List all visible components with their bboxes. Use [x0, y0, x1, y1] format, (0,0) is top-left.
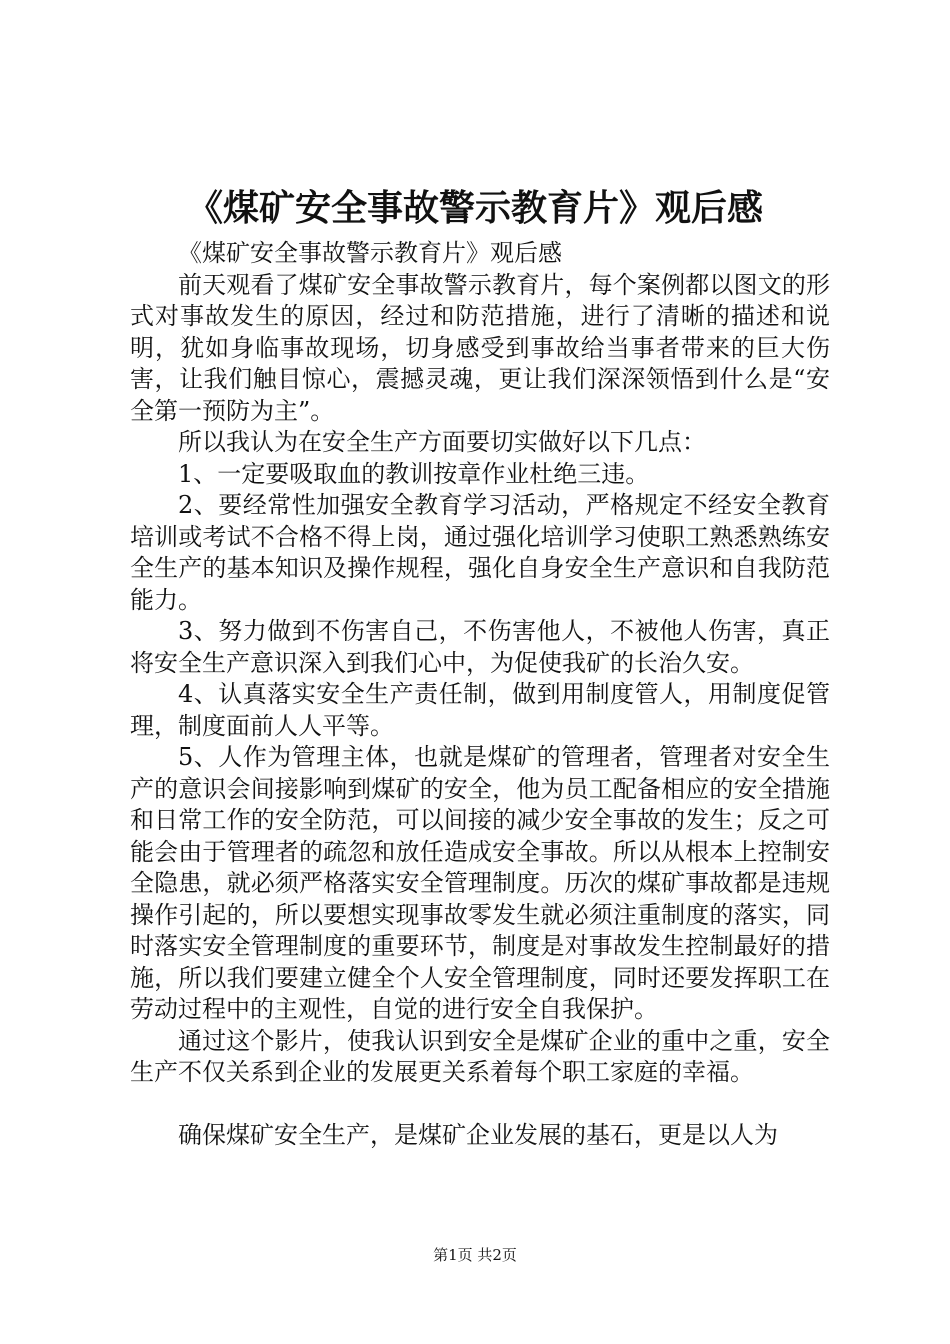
page-number-footer: 第1页 共2页: [433, 1246, 517, 1264]
paragraph-points-lead: 所以我认为在安全生产方面要切实做好以下几点：: [178, 428, 706, 456]
document-body: [130, 238, 830, 1151]
document-title: 《煤矿安全事故警示教育片》观后感: [186, 187, 763, 229]
paragraph-subtitle: 《煤矿安全事故警示教育片》观后感: [178, 239, 562, 267]
paragraph-point-1: 1、一定要吸取血的教训按章作业杜绝三违。: [178, 459, 650, 488]
paragraph-point-4: 4、认真落实安全生产责任制，做到用制度管人，用制度促管理，制度面前人人平等。: [130, 680, 830, 740]
paragraph-point-2: 2、要经常性加强安全教育学习活动，严格规定不经安全教育培训或考试不合格不得上岗，通过强化培训学习使职工熟悉熟练安全生产的基本知识及操作规程，强化自身安全生产意识和自我防范能力。: [130, 491, 830, 614]
paragraph-point-3: 3、努力做到不伤害自己，不伤害他人，不被他人伤害，真正将安全生产意识深入到我们心中，为促使我矿的长治久安。: [130, 617, 830, 677]
paragraph-continued: 确保煤矿安全生产，是煤矿企业发展的基石，更是以人为: [178, 1120, 778, 1149]
paragraph-intro: 前天观看了煤矿安全事故警示教育片，每个案例都以图文的形式对事故发生的原因，经过和防范措施，进行了清晰的描述和说明，犹如身临事故现场，切身感受到事故给当事者带来的巨大伤害，让我们触目惊心，震撼灵魂，更让我们深深领悟到什么是“安全第一预防为主”。: [130, 270, 830, 425]
paragraph-point-5: 5、人作为管理主体，也就是煤矿的管理者，管理者对安全生产的意识会间接影响到煤矿的安全，他为员工配备相应的安全措施和日常工作的安全防范，可以间接的减少安全事故的发生；反之可能会由于管理者的疏忽和放任造成安全事故。所以从根本上控制安全隐患，就必须严格落实安全管理制度。历次的煤矿事故都是违规操作引起的，所以要想实现事故零发生就必须注重制度的落实，同时落实安全管理制度的重要环节，制度是对事故发生控制最好的措施，所以我们要建立健全个人安全管理制度，同时还要发挥职工在劳动过程中的主观性，自觉的进行安全自我保护。: [130, 743, 830, 1023]
paragraph-conclusion: 通过这个影片，使我认识到安全是煤矿企业的重中之重，安全生产不仅关系到企业的发展更关系着每个职工家庭的幸福。: [130, 1026, 830, 1086]
